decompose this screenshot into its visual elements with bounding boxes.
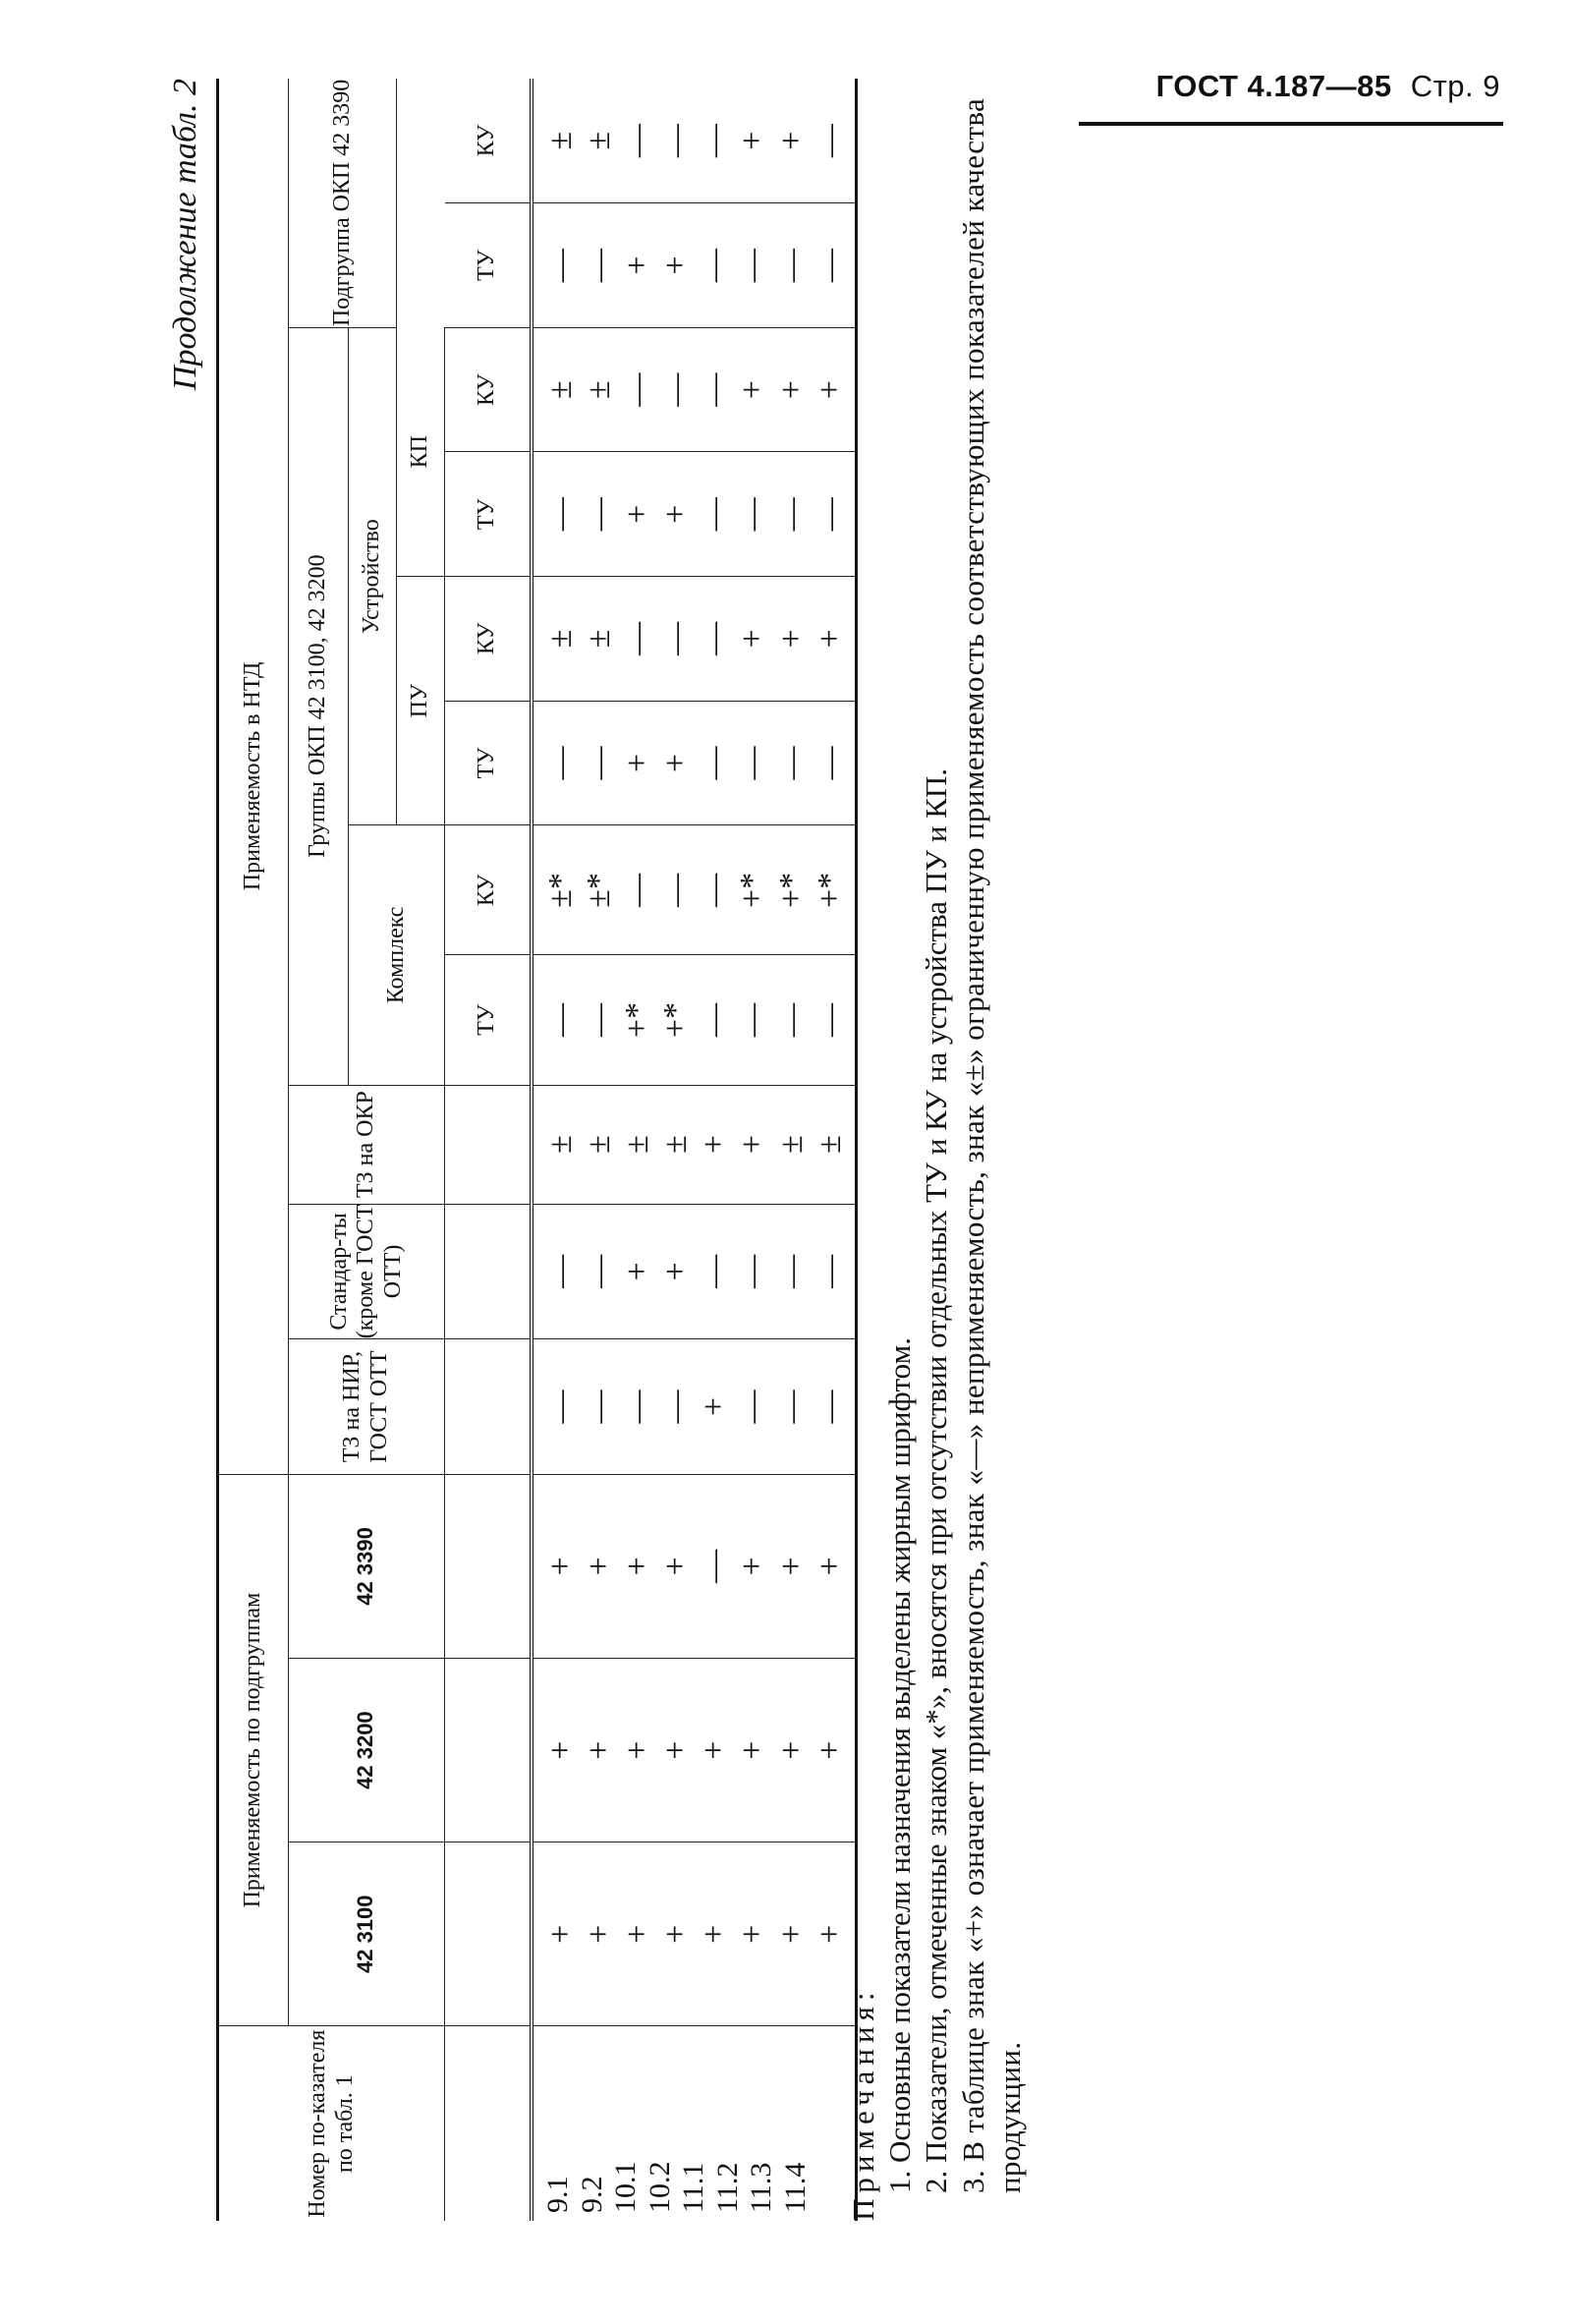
doc-id: ГОСТ 4.187—85 bbox=[1155, 69, 1392, 103]
header-groups-okp: Группы ОКП 42 3100, 42 3200 bbox=[289, 327, 349, 1085]
header-complex-ku: КУ bbox=[445, 825, 533, 955]
col-tz-okr: ± ± ± ± + + ± ± bbox=[532, 1085, 856, 1204]
header-device: Устройство bbox=[349, 327, 397, 824]
header-spacer-std bbox=[445, 1204, 533, 1339]
header-tz-nir: ТЗ на НИР, ГОСТ ОТТ bbox=[289, 1339, 445, 1475]
header-spacer-3200 bbox=[445, 1659, 533, 1842]
notes bbox=[845, 79, 1028, 2221]
header-subgroups: Применяемость по подгруппам bbox=[218, 1474, 289, 2026]
header-sub-3200: 42 3200 bbox=[289, 1659, 445, 1842]
note-3: 3. В таблице знак «+» означает применяемость, знак «—» неприменяемость, знак «±» ограниченную применяемость соответствующих показателей качества продукции. bbox=[955, 97, 1027, 2193]
header-kp: КП bbox=[397, 327, 445, 576]
page-label: Стр. 9 bbox=[1410, 69, 1500, 103]
col-kp-ku: ± ± — — — + + + bbox=[532, 327, 856, 452]
header-sg-ku: КУ bbox=[445, 79, 533, 203]
col-s3100: + + + + + + + + bbox=[532, 1842, 856, 2026]
rotated-content bbox=[167, 79, 1110, 2221]
col-pu-tu: — — + + — — — — bbox=[532, 701, 856, 825]
header-spacer-tz-nir bbox=[445, 1339, 533, 1475]
note-1: 1. Основные показатели назначения выделены жирным шрифтом. bbox=[882, 1337, 918, 2193]
header-kp-tu: ТУ bbox=[445, 452, 533, 577]
header-spacer-3390 bbox=[445, 1474, 533, 1658]
header-pu-ku: КУ bbox=[445, 577, 533, 702]
table-caption: Продолжение табл. 2 bbox=[167, 79, 203, 391]
header-pu-tu: ТУ bbox=[445, 701, 533, 825]
header-num-spacer bbox=[445, 2026, 533, 2221]
col-sg-tu: — — + + — — — — bbox=[532, 203, 856, 328]
col-s3200: + + + + + + + + bbox=[532, 1659, 856, 1842]
col-tz-nir: — — — — + — — — bbox=[532, 1339, 856, 1475]
col-sg-ku: ± ± — — — + + — bbox=[532, 79, 856, 203]
header-spacer-tz-okr bbox=[445, 1085, 533, 1204]
col-pu-ku: ± ± — — — + + + bbox=[532, 577, 856, 702]
applicability-table bbox=[216, 79, 858, 2221]
header-complex: Комплекс bbox=[349, 825, 445, 1085]
col-complex-ku: ±* ±* — — — +* +* +* bbox=[532, 825, 856, 955]
header-spacer-3100 bbox=[445, 1842, 533, 2026]
col-std: — — + + — — — — bbox=[532, 1204, 856, 1339]
header-sub-3390: 42 3390 bbox=[289, 1474, 445, 1658]
header-sg-tu: ТУ bbox=[445, 203, 533, 328]
table-body-row bbox=[532, 79, 856, 2221]
col-kp-tu: — — + + — — — — bbox=[532, 452, 856, 577]
header-subgroup-okp: Подгруппа ОКП 42 3390 bbox=[289, 79, 397, 327]
note-2: 2. Показатели, отмеченные знаком «*», вносятся при отсутствии отдельных ТУ и КУ на устройства ПУ и КП. bbox=[919, 767, 954, 2193]
page-header bbox=[1156, 69, 1500, 104]
header-rule bbox=[1079, 122, 1503, 126]
header-num: Номер по-казателя по табл. 1 bbox=[218, 2026, 445, 2221]
header-kp-ku: КУ bbox=[445, 327, 533, 452]
col-complex-tu: — — +* +* — — — — bbox=[532, 955, 856, 1085]
header-standards: Стандар-ты (кроме ГОСТ ОТТ) bbox=[289, 1204, 445, 1339]
header-complex-tu: ТУ bbox=[445, 955, 533, 1085]
header-ntd: Применяемость в НТД bbox=[218, 79, 289, 1474]
header-pu: ПУ bbox=[397, 577, 445, 825]
header-sub-3100: 42 3100 bbox=[289, 1842, 445, 2026]
col-num: 9.1 9.2 10.1 10.2 11.1 11.2 11.3 11.4 bbox=[532, 2026, 856, 2221]
col-s3390: + + + + — + + + bbox=[532, 1474, 856, 1658]
header-tz-okr: ТЗ на ОКР bbox=[289, 1085, 445, 1204]
notes-title: Примечания: bbox=[846, 1986, 880, 2221]
